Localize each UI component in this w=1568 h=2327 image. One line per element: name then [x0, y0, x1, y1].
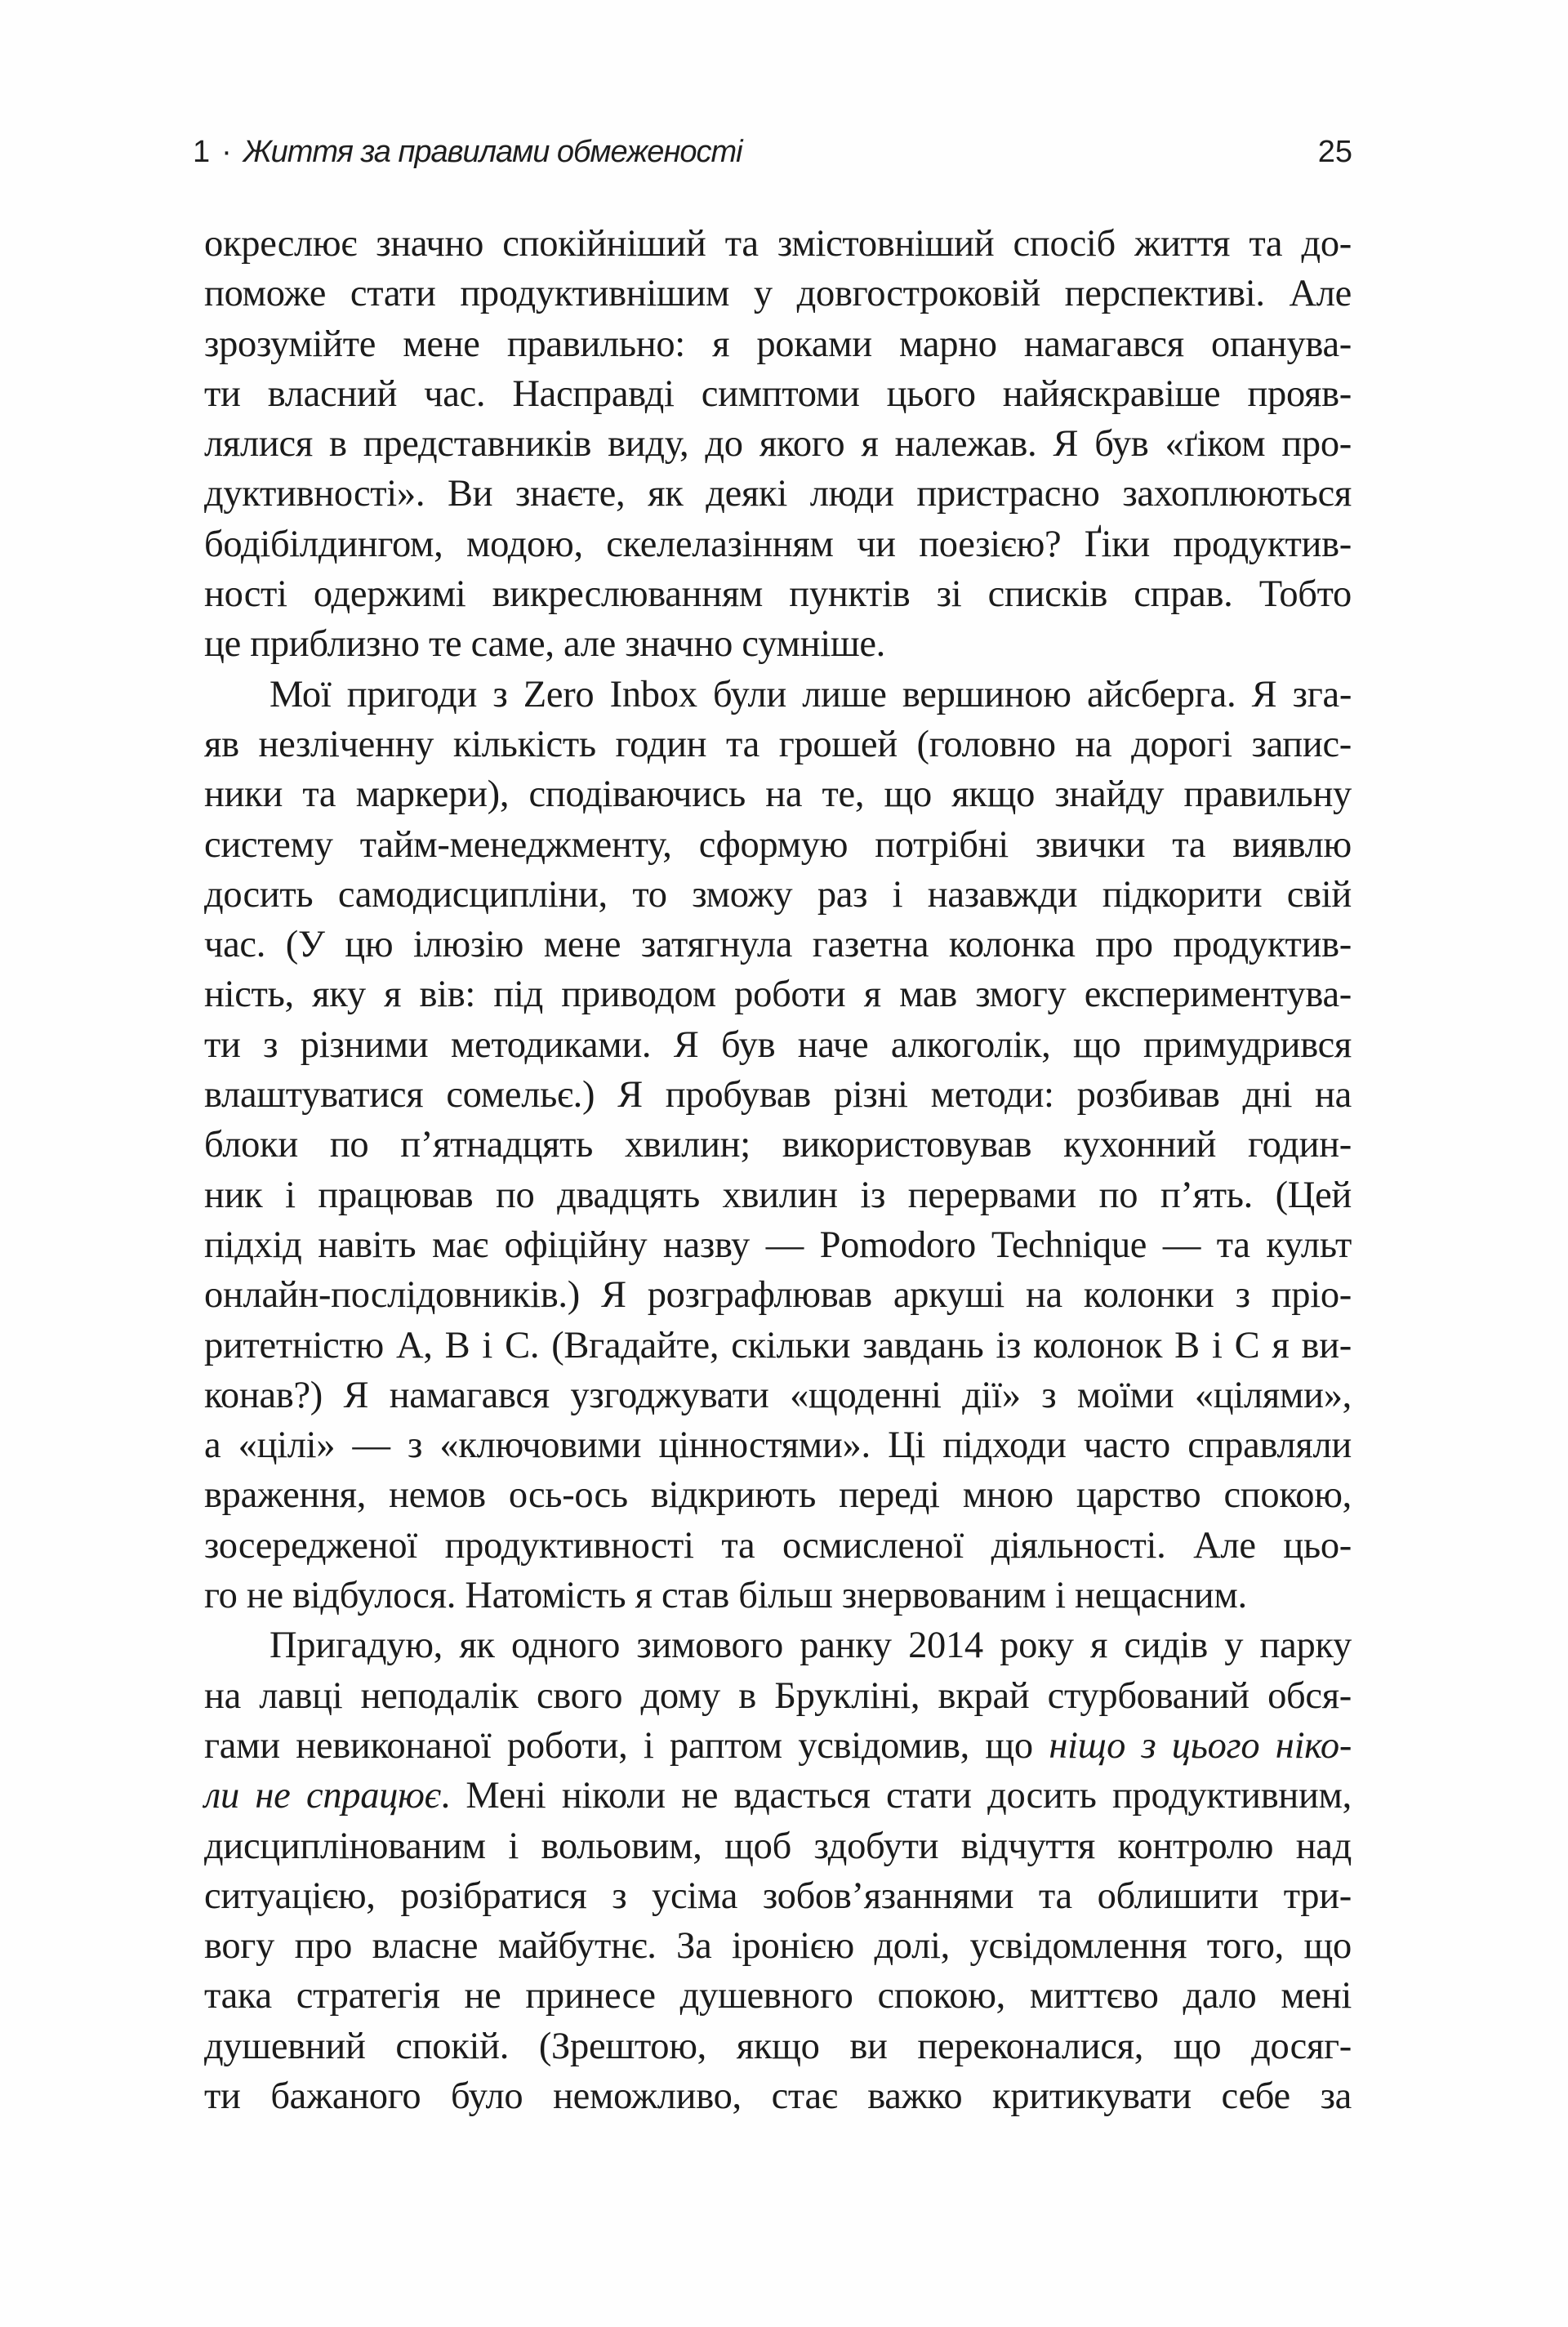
running-head — [193, 129, 1352, 175]
text-line: враження, немов ось-ось відкриють переді мною царство спокою, — [204, 1474, 1352, 1517]
text-line: ситуацією, розібратися з усіма зобов’язаннями та облишити три- — [204, 1875, 1352, 1917]
text-line: ність, яку я вів: під приводом роботи я мав змогу експериментува- — [204, 974, 1352, 1016]
text-line: на лавці неподалік свого дому в Брукліні, вкрай стурбований обся- — [204, 1674, 1352, 1717]
text-line: бодібілдингом, модою, скелелазінням чи поезією? Ґіки продуктив- — [204, 523, 1352, 565]
text-line: дуктивності». Ви знаєте, як деякі люди пристрасно захоплюються — [204, 473, 1352, 515]
text-line: систему тайм-менеджменту, сформую потрібні звички та виявлю — [204, 823, 1352, 866]
text-line: ності одержимі викреслюванням пунктів зі списків справ. Тобто — [204, 573, 1352, 616]
text-line: вогу про власне майбутнє. За іронією долі, усвідомлення того, що — [204, 1925, 1352, 1968]
text-line: час. (У цю ілюзію мене затягнула газетна колонка про продуктив- — [204, 924, 1352, 966]
text-line: окреслює значно спокійніший та змістовніший спосіб життя та до- — [204, 223, 1352, 265]
italic-emphasis: ніщо з цього ніко- — [1049, 1724, 1352, 1767]
text-run: . Мені ніколи не вдасться стати досить продуктивним, — [440, 1775, 1352, 1817]
text-line: це приблизно те саме, але значно сумніше. — [204, 623, 885, 666]
text-line: лялися в представників виду, до якого я належав. Я був «ґіком про- — [204, 423, 1352, 466]
text-line: душевний спокій. (Зрештою, якщо ви переконалися, що досяг- — [204, 2025, 1352, 2067]
italic-emphasis: ли не спрацює — [204, 1775, 441, 1817]
text-line: досить самодисципліни, то зможу раз і назавжди підкорити свій — [204, 873, 1352, 916]
text-line: Мої пригоди з Zero Inbox були лише вершиною айсберга. Я зга- — [270, 673, 1352, 715]
text-line: така стратегія не принесе душевного спокою, миттєво дало мені — [204, 1975, 1352, 2017]
text-line: ритетністю A, B і C. (Вгадайте, скільки завдань із колонок B і C я ви- — [204, 1324, 1352, 1366]
text-line: ти власний час. Насправді симптоми цього найяскравіше прояв- — [204, 372, 1352, 415]
text-line: а «цілі» — з «ключовими цінностями». Ці підходи часто справляли — [204, 1424, 1352, 1467]
body-text — [204, 219, 1352, 2121]
text-line: го не відбулося. Натомість я став більш знервованим і нещасним. — [204, 1575, 1247, 1617]
page-number: 25 — [1317, 135, 1352, 169]
chapter-number: 1 — [193, 135, 211, 169]
text-line: ти з різними методиками. Я був наче алкоголік, що примудрився — [204, 1023, 1352, 1066]
chapter-title: Життя за правилами обмеженості — [243, 135, 742, 169]
text-line: конав?) Я намагався узгоджувати «щоденні дії» з моїми «цілями», — [204, 1374, 1352, 1416]
text-line: ти бажаного було неможливо, стає важко критикувати себе за — [204, 2075, 1352, 2117]
text-line: підхід навіть має офіційну назву — Pomodoro Technique — та культ — [204, 1224, 1352, 1266]
text-line: ник і працював по двадцять хвилин із перервами по п’ять. (Цей — [204, 1174, 1352, 1216]
text-line: яв незліченну кількість годин та грошей (головно на дорогі запис- — [204, 723, 1352, 765]
text-line: зрозумійте мене правильно: я роками марно намагався опанува- — [204, 323, 1352, 365]
text-line — [204, 1771, 1352, 1821]
text-run: гами невиконаної роботи, і раптом усвідомив, що — [204, 1724, 1049, 1767]
text-line: онлайн-послідовників.) Я розграфлював аркуші на колонки з пріо- — [204, 1274, 1352, 1317]
text-line — [204, 1721, 1352, 1771]
text-line: блоки по п’ятнадцять хвилин; використовував кухонний годин- — [204, 1124, 1352, 1166]
header-separator: · — [221, 135, 232, 169]
text-line: влаштуватися сомельє.) Я пробував різні методи: розбивав дні на — [204, 1074, 1352, 1117]
text-line: зосередженої продуктивності та осмисленої діяльності. Але цьо- — [204, 1524, 1352, 1567]
text-line: дисциплінованим і вольовим, щоб здобути відчуття контролю над — [204, 1825, 1352, 1867]
text-line: поможе стати продуктивнішим у довгостроковій перспективі. Але — [204, 273, 1352, 315]
text-line: ники та маркери), сподіваючись на те, що якщо знайду правильну — [204, 773, 1352, 816]
text-line: Пригадую, як одного зимового ранку 2014 року я сидів у парку — [270, 1625, 1352, 1667]
